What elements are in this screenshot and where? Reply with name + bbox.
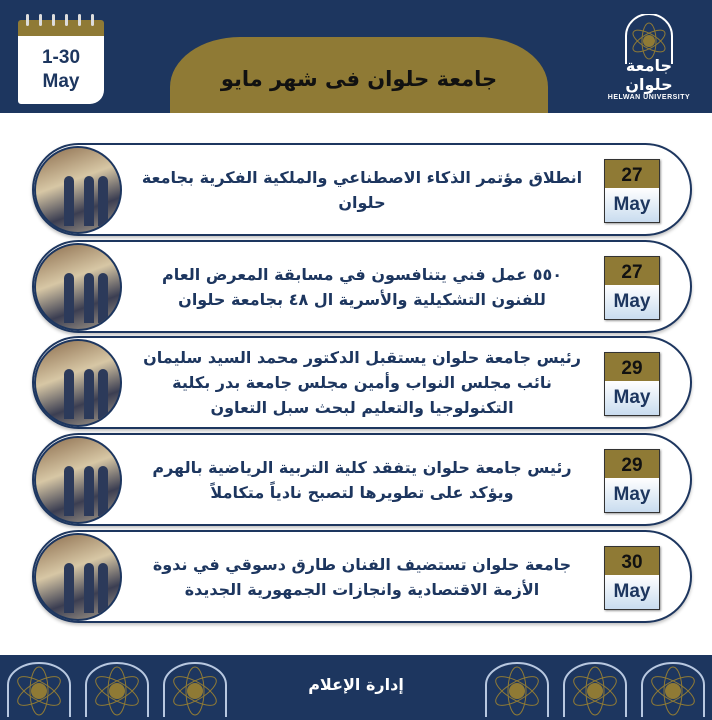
logo-english: HELWAN UNIVERSITY [607, 94, 691, 101]
news-headline: ٥٥٠ عمل فني يتنافسون في مسابقة المعرض العام للفنون التشكيلية والأسرية ال ٤٨ بجامعة حلوان [161, 264, 562, 309]
news-headline: انطلاق مؤتمر الذكاء الاصطناعي والملكية الفكرية بجامعة حلوان [141, 167, 583, 212]
news-month: May [605, 381, 659, 415]
news-day: 27 [605, 257, 659, 285]
logo-arabic: جامعة حلوان [625, 56, 673, 94]
calendar-rings-icon [26, 14, 94, 26]
news-date-badge [604, 256, 660, 320]
header [0, 0, 712, 113]
department-name: إدارة الإعلام [308, 675, 404, 694]
page-title: جامعة حلوان فى شهر مايو [220, 67, 498, 91]
news-date-badge [604, 159, 660, 223]
news-photo [34, 243, 122, 331]
news-headline: رئيس جامعة حلوان يستقبل الدكتور محمد السيد سليمان نائب مجلس النواب وأمين مجلس جامعة بدر بكلية التكنولوجيا والتعليم لبحث سبل التعاون [143, 348, 581, 417]
news-month: May [605, 285, 659, 319]
calendar-month: May [42, 71, 80, 92]
news-month: May [605, 575, 659, 609]
news-card[interactable] [32, 336, 692, 429]
news-month: May [605, 188, 659, 222]
news-card[interactable] [32, 433, 692, 526]
news-day: 29 [605, 353, 659, 381]
university-logo [600, 14, 698, 104]
news-photo [34, 146, 122, 234]
news-photo [34, 339, 122, 427]
news-month: May [605, 478, 659, 512]
atom-emblem-icon [622, 14, 676, 64]
news-day: 29 [605, 450, 659, 478]
news-card[interactable] [32, 530, 692, 623]
news-day: 30 [605, 547, 659, 575]
news-date-badge [604, 352, 660, 416]
news-card[interactable] [32, 240, 692, 333]
news-day: 27 [605, 160, 659, 188]
title-tab [170, 37, 548, 113]
news-headline: جامعة حلوان تستضيف الفنان طارق دسوقي في ندوة الأزمة الاقتصادية وانجازات الجمهورية الجديدة [152, 554, 572, 599]
news-date-badge [604, 546, 660, 610]
calendar-range: 1-30 [41, 47, 81, 68]
news-photo [34, 533, 122, 621]
footer [0, 655, 712, 720]
news-date-badge [604, 449, 660, 513]
news-headline: رئيس جامعة حلوان يتفقد كلية التربية الرياضية بالهرم ويؤكد على تطويرها لتصبح نادياً متكاملاً [152, 457, 572, 502]
news-photo [34, 436, 122, 524]
news-card[interactable] [32, 143, 692, 236]
calendar-badge [18, 20, 104, 104]
